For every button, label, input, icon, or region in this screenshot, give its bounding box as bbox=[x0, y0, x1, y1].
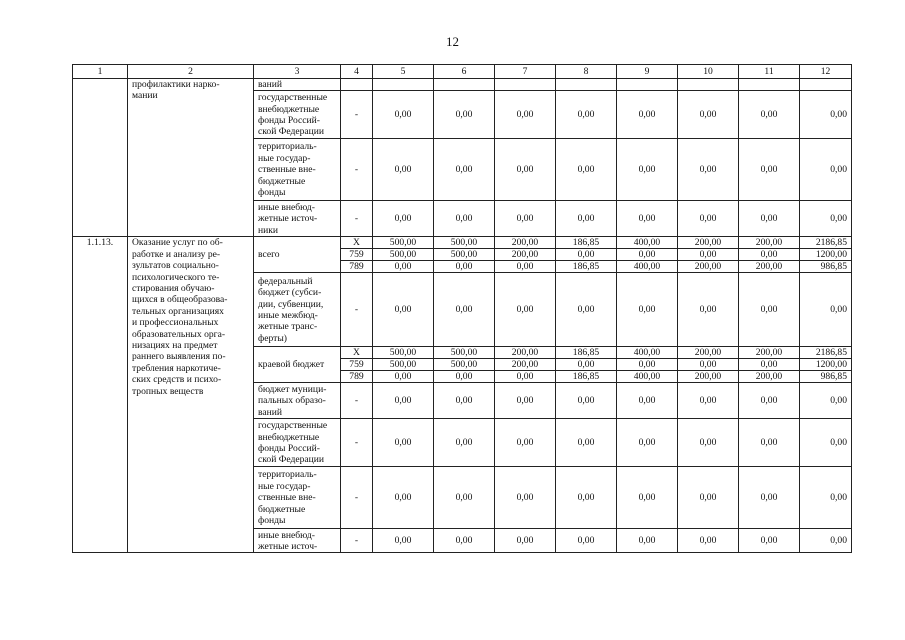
value-cell: 0,00 bbox=[373, 383, 434, 419]
value-cell: 200,00 bbox=[495, 237, 556, 249]
funding-source: всего bbox=[254, 237, 341, 273]
value-cell: 500,00 bbox=[373, 347, 434, 359]
value-cell: 0,00 bbox=[495, 273, 556, 347]
empty-cell bbox=[434, 79, 495, 91]
value-cell: 0,00 bbox=[739, 529, 800, 553]
value-cell: 0,00 bbox=[434, 201, 495, 237]
empty-cell bbox=[739, 79, 800, 91]
value-cell: 0,00 bbox=[373, 139, 434, 201]
value-cell: 0,00 bbox=[739, 139, 800, 201]
value-cell: 0,00 bbox=[617, 91, 678, 139]
value-cell: 0,00 bbox=[495, 383, 556, 419]
value-cell: 0,00 bbox=[678, 201, 739, 237]
value-cell: 986,85 bbox=[800, 371, 852, 383]
value-cell: 0,00 bbox=[800, 529, 852, 553]
value-cell: 0,00 bbox=[556, 249, 617, 261]
empty-cell bbox=[800, 79, 852, 91]
value-cell: 0,00 bbox=[373, 467, 434, 529]
value-cell: 0,00 bbox=[739, 359, 800, 371]
value-cell: 186,85 bbox=[556, 347, 617, 359]
value-cell: 0,00 bbox=[800, 383, 852, 419]
value-cell: 0,00 bbox=[495, 201, 556, 237]
value-cell: 0,00 bbox=[434, 467, 495, 529]
value-cell: 0,00 bbox=[617, 201, 678, 237]
value-cell: 500,00 bbox=[434, 347, 495, 359]
value-cell: 0,00 bbox=[556, 91, 617, 139]
funding-source: иные внебюд- жетные источ- ники bbox=[254, 201, 341, 237]
value-cell: 0,00 bbox=[617, 467, 678, 529]
value-cell: 200,00 bbox=[678, 371, 739, 383]
funding-source: бюджет муници- пальных образо- ваний bbox=[254, 383, 341, 419]
column-header: 1 bbox=[73, 65, 128, 79]
value-cell: 986,85 bbox=[800, 261, 852, 273]
value-cell: 0,00 bbox=[739, 273, 800, 347]
column-header: 11 bbox=[739, 65, 800, 79]
empty-cell bbox=[556, 79, 617, 91]
value-cell: 0,00 bbox=[373, 91, 434, 139]
value-cell: 0,00 bbox=[678, 419, 739, 467]
value-cell: 0,00 bbox=[434, 261, 495, 273]
value-cell: 0,00 bbox=[434, 273, 495, 347]
value-cell: 0,00 bbox=[678, 383, 739, 419]
funding-source: территориаль- ные государ- ственные вне- бюджетные фонды bbox=[254, 467, 341, 529]
column-header: 9 bbox=[617, 65, 678, 79]
value-cell: 0,00 bbox=[373, 273, 434, 347]
value-cell: 1200,00 bbox=[800, 359, 852, 371]
code-cell: - bbox=[341, 91, 373, 139]
value-cell: 0,00 bbox=[373, 261, 434, 273]
value-cell: 0,00 bbox=[678, 467, 739, 529]
value-cell: 200,00 bbox=[739, 261, 800, 273]
funding-source: государственные внебюджетные фонды Россий- ской Федерации bbox=[254, 419, 341, 467]
value-cell: 200,00 bbox=[495, 249, 556, 261]
value-cell: 0,00 bbox=[800, 419, 852, 467]
value-cell: 0,00 bbox=[556, 419, 617, 467]
value-cell: 0,00 bbox=[495, 529, 556, 553]
value-cell: 0,00 bbox=[495, 139, 556, 201]
funding-source: иные внебюд- жетные источ- bbox=[254, 529, 341, 553]
value-cell: 0,00 bbox=[617, 359, 678, 371]
value-cell: 2186,85 bbox=[800, 347, 852, 359]
column-header: 2 bbox=[128, 65, 254, 79]
value-cell: 0,00 bbox=[556, 467, 617, 529]
value-cell: 0,00 bbox=[556, 201, 617, 237]
value-cell: 0,00 bbox=[617, 139, 678, 201]
table-row bbox=[73, 79, 852, 91]
value-cell: 0,00 bbox=[495, 371, 556, 383]
value-cell: 0,00 bbox=[434, 139, 495, 201]
funding-source: государственные внебюджетные фонды Россий- ской Федерации bbox=[254, 91, 341, 139]
value-cell: 1200,00 bbox=[800, 249, 852, 261]
value-cell: 0,00 bbox=[739, 249, 800, 261]
value-cell: 0,00 bbox=[739, 201, 800, 237]
code-cell: - bbox=[341, 139, 373, 201]
value-cell: 0,00 bbox=[556, 359, 617, 371]
table-body bbox=[73, 65, 852, 553]
value-cell: 0,00 bbox=[495, 419, 556, 467]
column-header: 8 bbox=[556, 65, 617, 79]
code-cell: - bbox=[341, 529, 373, 553]
value-cell: 0,00 bbox=[434, 529, 495, 553]
value-cell: 2186,85 bbox=[800, 237, 852, 249]
value-cell: 0,00 bbox=[617, 273, 678, 347]
value-cell: 0,00 bbox=[434, 91, 495, 139]
code-cell: - bbox=[341, 419, 373, 467]
value-cell: 200,00 bbox=[739, 237, 800, 249]
budget-table bbox=[72, 64, 852, 553]
empty-cell bbox=[678, 79, 739, 91]
funding-source: ваний bbox=[254, 79, 341, 91]
value-cell: 0,00 bbox=[800, 201, 852, 237]
code-cell: - bbox=[341, 383, 373, 419]
value-cell: 200,00 bbox=[678, 347, 739, 359]
value-cell: 186,85 bbox=[556, 237, 617, 249]
column-header: 4 bbox=[341, 65, 373, 79]
value-cell: 500,00 bbox=[434, 359, 495, 371]
value-cell: 0,00 bbox=[495, 467, 556, 529]
item-description: Оказание услуг по об- работке и анализу ре- зультатов социально- психологического те- стирования обучаю- щихся в общеобразова- тельных организациях и профессиональных образовательных орга- низациях на предмет раннего выявления по- требления наркотиче- ских средств и психо- тропных веществ bbox=[128, 237, 254, 553]
funding-source: федеральный бюджет (субси- дии, субвенции, иные межбюд- жетные транс- ферты) bbox=[254, 273, 341, 347]
table-row bbox=[73, 237, 852, 249]
value-cell: 0,00 bbox=[678, 359, 739, 371]
empty-cell bbox=[617, 79, 678, 91]
item-number: 1.1.13. bbox=[73, 237, 128, 553]
column-header: 7 bbox=[495, 65, 556, 79]
value-cell: 500,00 bbox=[373, 359, 434, 371]
funding-source: краевой бюджет bbox=[254, 347, 341, 383]
value-cell: 0,00 bbox=[800, 273, 852, 347]
item-number-cell bbox=[73, 79, 128, 237]
value-cell: 0,00 bbox=[739, 467, 800, 529]
value-cell: 186,85 bbox=[556, 371, 617, 383]
column-header: 3 bbox=[254, 65, 341, 79]
funding-source: территориаль- ные государ- ственные вне- бюджетные фонды bbox=[254, 139, 341, 201]
code-cell: 759 bbox=[341, 249, 373, 261]
value-cell: 400,00 bbox=[617, 237, 678, 249]
value-cell: 0,00 bbox=[739, 383, 800, 419]
value-cell: 0,00 bbox=[800, 91, 852, 139]
value-cell: 0,00 bbox=[495, 91, 556, 139]
value-cell: 0,00 bbox=[678, 139, 739, 201]
code-cell: Х bbox=[341, 237, 373, 249]
value-cell: 200,00 bbox=[739, 371, 800, 383]
value-cell: 0,00 bbox=[556, 139, 617, 201]
value-cell: 500,00 bbox=[373, 249, 434, 261]
code-cell: - bbox=[341, 273, 373, 347]
page-number: 12 bbox=[446, 34, 459, 49]
value-cell: 0,00 bbox=[617, 383, 678, 419]
value-cell: 400,00 bbox=[617, 261, 678, 273]
value-cell: 500,00 bbox=[373, 237, 434, 249]
item-description: профилактики нарко- мании bbox=[128, 79, 254, 237]
value-cell: 0,00 bbox=[800, 139, 852, 201]
code-cell: - bbox=[341, 201, 373, 237]
value-cell: 0,00 bbox=[800, 467, 852, 529]
value-cell: 0,00 bbox=[373, 529, 434, 553]
empty-cell bbox=[495, 79, 556, 91]
value-cell: 0,00 bbox=[434, 371, 495, 383]
value-cell: 0,00 bbox=[556, 529, 617, 553]
value-cell: 0,00 bbox=[678, 529, 739, 553]
column-header: 12 bbox=[800, 65, 852, 79]
empty-cell bbox=[341, 79, 373, 91]
value-cell: 200,00 bbox=[739, 347, 800, 359]
value-cell: 0,00 bbox=[373, 201, 434, 237]
value-cell: 0,00 bbox=[617, 249, 678, 261]
code-cell: 789 bbox=[341, 371, 373, 383]
value-cell: 0,00 bbox=[373, 371, 434, 383]
value-cell: 200,00 bbox=[678, 261, 739, 273]
value-cell: 0,00 bbox=[617, 529, 678, 553]
value-cell: 0,00 bbox=[617, 419, 678, 467]
value-cell: 0,00 bbox=[739, 419, 800, 467]
code-cell: Х bbox=[341, 347, 373, 359]
value-cell: 200,00 bbox=[495, 347, 556, 359]
value-cell: 0,00 bbox=[739, 91, 800, 139]
value-cell: 400,00 bbox=[617, 347, 678, 359]
column-header: 5 bbox=[373, 65, 434, 79]
header-row bbox=[73, 65, 852, 79]
value-cell: 0,00 bbox=[373, 419, 434, 467]
value-cell: 0,00 bbox=[434, 383, 495, 419]
value-cell: 0,00 bbox=[678, 91, 739, 139]
column-header: 6 bbox=[434, 65, 495, 79]
value-cell: 0,00 bbox=[556, 273, 617, 347]
value-cell: 0,00 bbox=[434, 419, 495, 467]
value-cell: 500,00 bbox=[434, 237, 495, 249]
value-cell: 500,00 bbox=[434, 249, 495, 261]
value-cell: 0,00 bbox=[678, 249, 739, 261]
code-cell: - bbox=[341, 467, 373, 529]
code-cell: 759 bbox=[341, 359, 373, 371]
column-header: 10 bbox=[678, 65, 739, 79]
value-cell: 0,00 bbox=[495, 261, 556, 273]
value-cell: 200,00 bbox=[678, 237, 739, 249]
value-cell: 186,85 bbox=[556, 261, 617, 273]
value-cell: 0,00 bbox=[556, 383, 617, 419]
value-cell: 0,00 bbox=[678, 273, 739, 347]
code-cell: 789 bbox=[341, 261, 373, 273]
empty-cell bbox=[373, 79, 434, 91]
value-cell: 200,00 bbox=[495, 359, 556, 371]
value-cell: 400,00 bbox=[617, 371, 678, 383]
